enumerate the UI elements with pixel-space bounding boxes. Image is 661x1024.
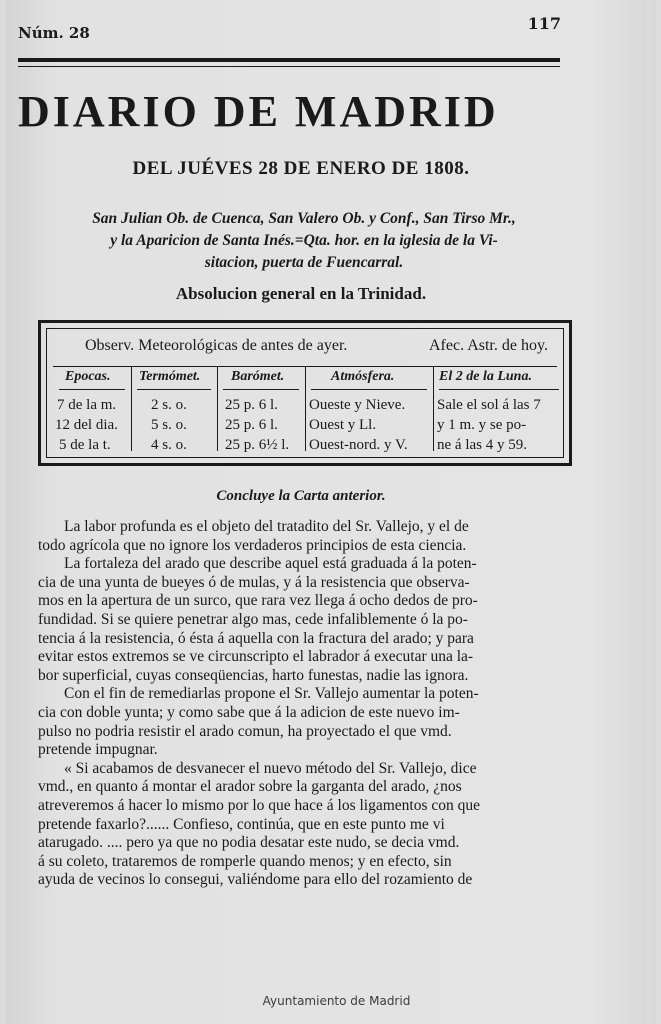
column-header-epocas: Epocas. [65,369,111,384]
article-line: fundidad. Si se quiere penetrar algo mas, cede infaliblemente ó la po- [38,610,468,628]
column-header-luna: El 2 de la Luna. [439,369,532,384]
header-rule [18,58,560,62]
article-line: atreveremos á hacer lo mismo por lo que hace á los ligamentos con que [38,796,481,814]
astro-heading: Afec. Astr. de hoy. [429,337,548,354]
saints-line: San Julian Ob. de Cuenca, San Valero Ob. y Conf., San Tirso Mr., [92,210,516,227]
absolution-notice: Absolucion general en la Trinidad. [175,284,427,303]
article-title: Concluye la Carta anterior. [216,488,386,504]
column-divider [131,366,132,451]
astro-cell: y 1 m. y se po- [437,417,527,433]
atmosfera-cell: Ouest y Ll. [309,417,377,433]
newspaper-page [6,0,656,1024]
header-underline [223,389,299,390]
termometro-cell: 2 s. o. [151,397,187,413]
atmosfera-cell: Ouest-nord. y V. [309,437,408,453]
weather-heading: Observ. Meteorológicas de antes de ayer. [85,337,348,354]
column-divider [305,366,306,451]
article-line: pulso no podria resistir el arado comun, ha proyectado el que vmd. [38,722,452,740]
column-header-atmosfera: Atmósfera. [331,369,395,384]
article-line: pretende impugnar. [38,741,158,759]
article-line: pretende faxarlo?...... Confieso, continúa, que en este punto me vi [38,815,445,833]
article-line: atarugado. .... pero ya que no podia desatar este nudo, se decia vmd. [38,834,460,852]
issue-date: DEL JUÉVES 28 DE ENERO DE 1808. [132,158,470,179]
header-underline [137,389,211,390]
weather-table [38,320,572,466]
header-rule-thin [18,66,560,67]
astro-cell: ne á las 4 y 59. [437,437,527,453]
column-divider [217,366,218,451]
issue-number: Núm. 28 [18,24,90,42]
header-underline [439,389,559,390]
barometro-cell: 25 p. 6 l. [225,397,278,413]
article-line: ayuda de vecinos lo consegui, valiéndome para ello del rozamiento de [38,871,473,889]
article-line: bor superficial, cuyas conseqüencias, harto funestas, nadie las ignora. [38,666,469,684]
archive-footer: Ayuntamiento de Madrid [262,994,411,1008]
article-body [38,518,598,890]
article-line: La fortaleza del arado que describe aquel está graduada á la poten- [64,555,477,573]
termometro-cell: 5 s. o. [151,417,187,433]
article-line: á su coleto, trataremos de romperle quando menos; y en efecto, sin [38,852,452,870]
barometro-cell: 25 p. 6 l. [225,417,278,433]
epoca-cell: 7 de la m. [57,397,117,413]
masthead-title: DIARIO DE MADRID [18,87,499,136]
article-line: Con el fin de remediarlas propone el Sr. Vallejo aumentar la poten- [64,685,479,703]
epoca-cell: 12 del dia. [55,417,118,433]
epoca-cell: 5 de la t. [59,437,111,453]
article-line: « Si acabamos de desvanecer el nuevo método del Sr. Vallejo, dice [64,759,477,777]
termometro-cell: 4 s. o. [151,437,187,453]
article-line: tencia á la resistencia, ó ésta á aquella con la fractura del arado; y para [38,629,474,647]
article-line: La labor profunda es el objeto del tratadito del Sr. Vallejo, y el de [64,518,469,535]
article-line: mos en la apertura de un surco, que rara vez llega á ocho dedos de pro- [38,592,478,610]
header-underline [311,389,427,390]
barometro-cell: 25 p. 6½ l. [225,437,290,453]
atmosfera-cell: Oueste y Nieve. [309,397,406,413]
article-line: evitar estos extremos se ve circunscripto el labrador á executar una la- [38,648,474,666]
saints-of-day [40,208,568,274]
column-divider [433,366,434,451]
article-line: todo agrícola que no ignore los verdaderos principios de esta ciencia. [38,536,467,554]
article-line: cia de una yunta de bueyes ó de mulas, y á la resistencia que observa- [38,573,470,591]
article-line: vmd., en quanto á montar el arador sobre la garganta del arado, ¿nos [38,778,462,796]
saints-line: sitacion, puerta de Fuencarral. [204,254,404,271]
page-number: 117 [527,14,561,33]
column-header-barometro: Barómet. [231,369,285,384]
astro-cell: Sale el sol á las 7 [437,397,541,413]
column-header-termometro: Termómet. [139,369,201,384]
header-underline [59,389,125,390]
weather-table-inner-border [46,328,564,458]
article-line: cia con doble yunta; y como sabe que á la adicion de este nuevo im- [38,703,460,721]
saints-line: y la Aparicion de Santa Inés.=Qta. hor. en la iglesia de la Vi- [110,232,498,249]
